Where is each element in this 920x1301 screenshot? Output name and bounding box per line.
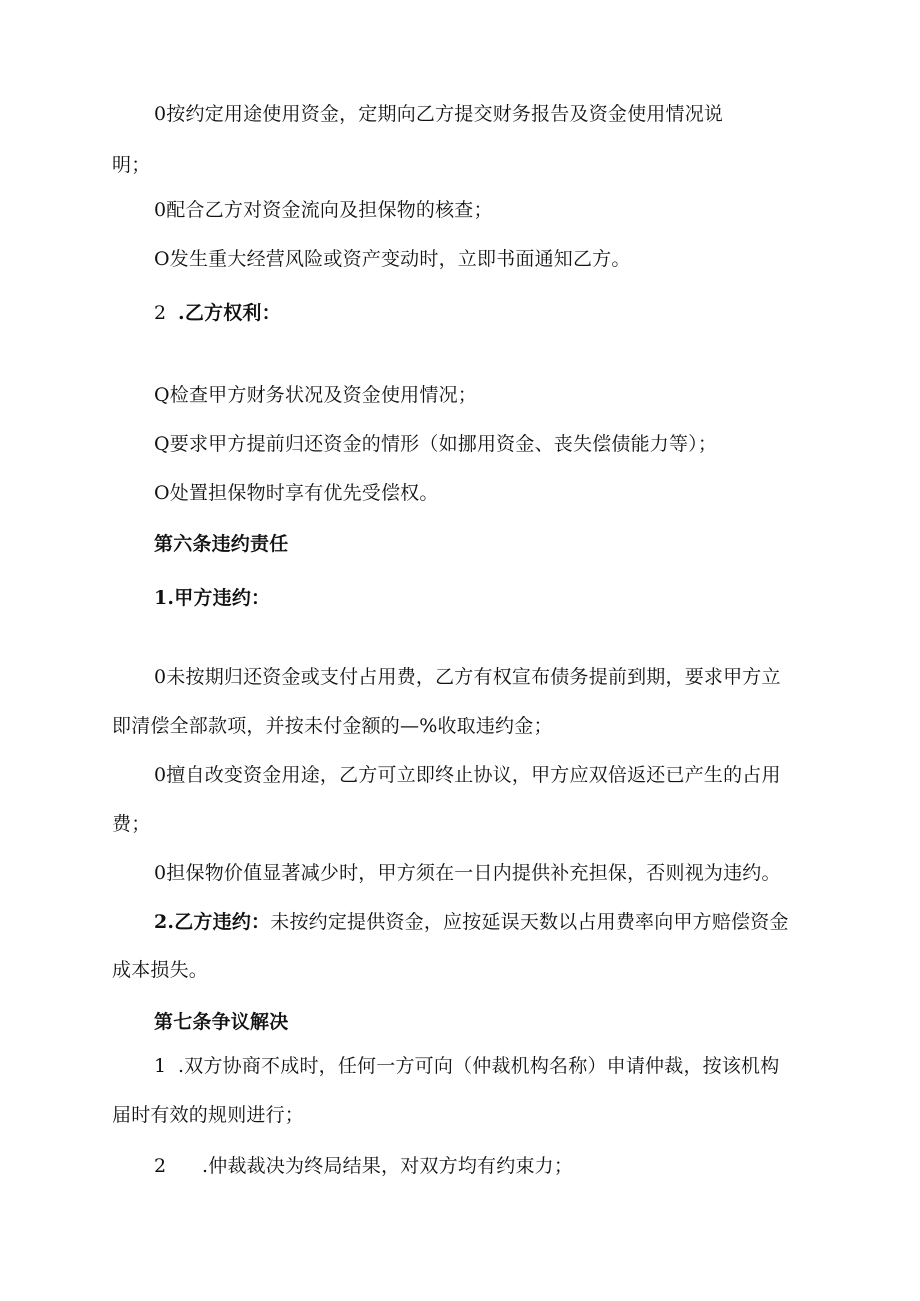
breach-a-item-3: 0担保物价值显著减少时，甲方须在一日内提供补充担保，否则视为违约。: [154, 862, 781, 884]
dispute-item-1-text: .双方协商不成时，任何一方可向（仲裁机构名称）申请仲裁，按该机构: [178, 1055, 780, 1077]
party-b-breach-line-2: 成本损失。: [112, 959, 209, 981]
obligation-item-1-line-1: 0按约定用途使用资金，定期向乙方提交财务报告及资金使用情况说: [154, 103, 724, 125]
article-6-heading: 第六条违约责任: [154, 533, 289, 555]
obligation-item-3: O发生重大经营风险或资产变动时，立即书面通知乙方。: [154, 248, 631, 270]
rights-item-2: Q要求甲方提前归还资金的情形（如挪用资金、丧失偿债能力等）；: [154, 433, 718, 455]
party-b-rights-number: 2: [154, 302, 167, 324]
dispute-item-2-text: .仲裁裁决为终局结果，对双方均有约束力；: [202, 1155, 574, 1177]
party-b-rights-heading: [154, 301, 281, 325]
breach-a-item-2-line-2: 费；: [112, 813, 151, 835]
breach-a-item-2-line-1: 0擅自改变资金用途，乙方可立即终止协议，甲方应双倍返还已产生的占用: [154, 764, 781, 786]
party-a-breach-heading: 1.甲方违约：: [154, 587, 271, 609]
dispute-item-2-number: 2: [154, 1155, 167, 1177]
party-b-breach-label: 2.乙方违约：: [154, 911, 271, 933]
party-b-breach-text: 未按约定提供资金，应按延误天数以占用费率向甲方赔偿资金: [270, 911, 789, 933]
article-7-heading: 第七条争议解决: [154, 1011, 289, 1033]
breach-a-item-1-line-2: 即清偿全部款项，并按未付金额的—%收取违约金；: [112, 715, 553, 737]
party-b-rights-title: .乙方权利：: [178, 302, 281, 324]
breach-a-item-1-line-1: 0未按期归还资金或支付占用费，乙方有权宣布债务提前到期，要求甲方立: [154, 666, 781, 688]
rights-item-3: O处置担保物时享有优先受偿权。: [154, 482, 439, 504]
dispute-item-1-line-1: [154, 1054, 779, 1078]
dispute-item-2: [154, 1154, 573, 1178]
obligation-item-2: 0配合乙方对资金流向及担保物的核查；: [154, 199, 493, 221]
dispute-item-1-number: 1: [154, 1055, 167, 1077]
dispute-item-1-line-2: 届时有效的规则进行；: [112, 1104, 305, 1126]
obligation-item-1-line-2: 明；: [112, 154, 151, 176]
rights-item-1: Q检查甲方财务状况及资金使用情况；: [154, 384, 477, 406]
party-b-breach-line-1: [154, 910, 789, 934]
